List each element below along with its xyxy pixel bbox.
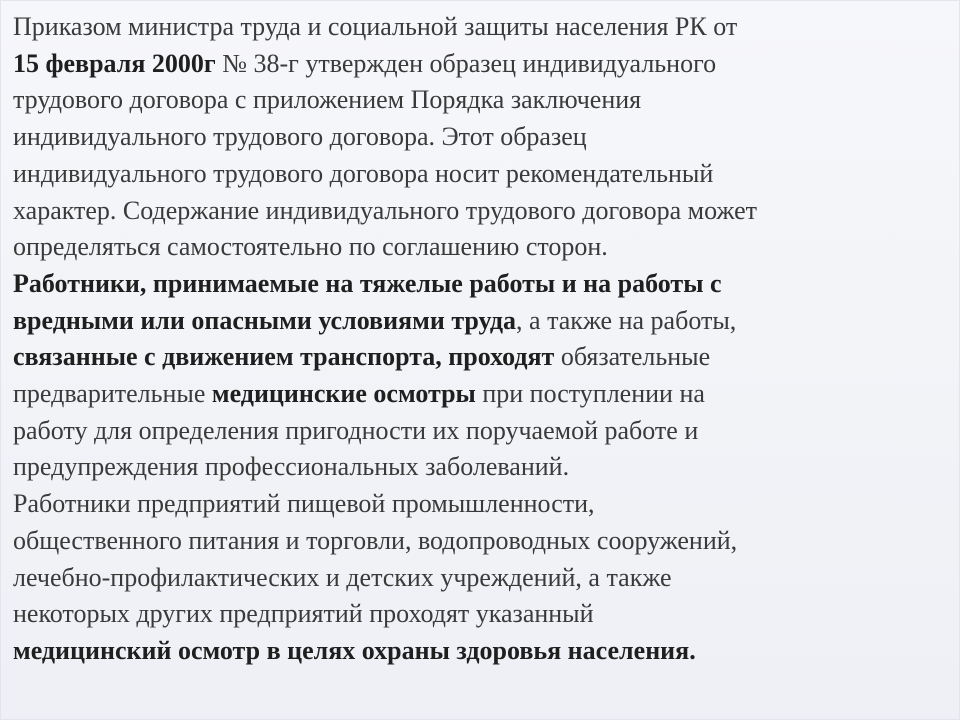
text-line xyxy=(13,303,943,340)
text-line xyxy=(13,596,943,633)
text-run: работу для определения пригодности их поручаемой работе и xyxy=(13,415,699,445)
text-run: при поступлении на xyxy=(475,379,705,409)
text-run: обязательные xyxy=(554,342,711,372)
text-line xyxy=(13,46,943,83)
text-line xyxy=(13,449,943,486)
text-run: характер. Содержание индивидуального трудового договора может xyxy=(13,195,757,225)
text-run: № 38-г утвержден образец индивидуального xyxy=(215,48,717,78)
text-run: индивидуального трудового договора носит рекомендательный xyxy=(13,158,714,188)
bold-text-run: Работники, принимаемые на тяжелые работы и на работы с xyxy=(13,268,722,298)
text-run: предупреждения профессиональных заболеваний. xyxy=(13,452,570,482)
bold-text-run: вредными или опасными условиями труда xyxy=(13,305,517,335)
text-run: Приказом министра труда и социальной защиты населения РК от xyxy=(13,12,738,41)
text-line xyxy=(13,119,943,156)
text-run: индивидуального трудового договора. Этот образец xyxy=(13,122,587,152)
text-line xyxy=(13,82,943,119)
text-run: , а также на работы, xyxy=(516,305,737,335)
text-line xyxy=(13,560,943,597)
bold-text-run: 15 февраля 2000г xyxy=(13,48,216,78)
text-line xyxy=(13,413,943,450)
text-line xyxy=(13,486,943,523)
bold-text-run: медицинский осмотр в целях охраны здоровья населения. xyxy=(13,635,696,665)
text-line xyxy=(13,339,943,376)
bold-text-run: медицинские осмотры xyxy=(211,379,476,409)
text-line xyxy=(13,523,943,560)
text-run: некоторых других предприятий проходят указанный xyxy=(13,599,594,629)
text-run: предварительные xyxy=(13,379,212,409)
text-run: Работники предприятий пищевой промышленности, xyxy=(13,489,595,519)
text-run: трудового договора с приложением Порядка заключения xyxy=(13,85,642,115)
text-line xyxy=(13,229,943,266)
text-line xyxy=(13,9,943,46)
document-text xyxy=(13,9,943,670)
text-run: общественного питания и торговли, водопроводных сооружений, xyxy=(13,525,738,555)
bold-text-run: связанные с движением транспорта, проходят xyxy=(13,342,555,372)
text-line xyxy=(13,193,943,230)
text-line xyxy=(13,266,943,303)
text-run: определяться самостоятельно по соглашению сторон. xyxy=(13,232,608,262)
text-line xyxy=(13,156,943,193)
text-line xyxy=(13,633,943,670)
text-line xyxy=(13,376,943,413)
text-run: лечебно-профилактических и детских учреждений, а также xyxy=(13,562,672,592)
